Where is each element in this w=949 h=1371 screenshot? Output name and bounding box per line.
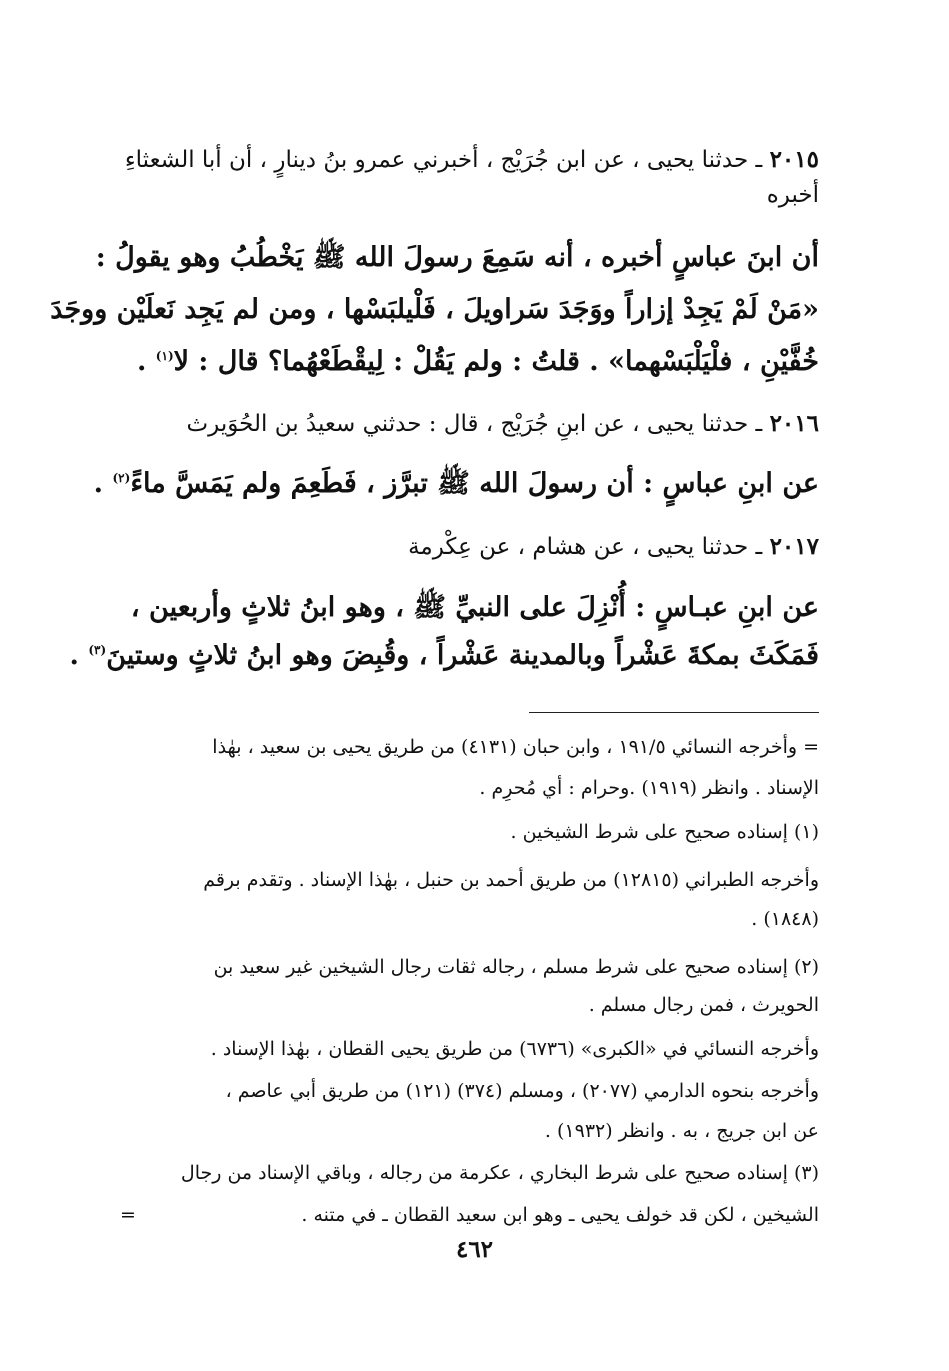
hadith-number: ٢٠١٧ bbox=[769, 533, 819, 560]
hadith-2015-matn-line-2: «مَنْ لَمْ يَجِدْ إزاراً ووَجَدَ سَراويلَ ، فَلْيلبَسْها ، ومن لم يَجِد نَعلَيْن ووجَدَ bbox=[50, 294, 819, 325]
hadith-2015-matn-line-1: أن ابنَ عباسٍ أخبره ، أنه سَمِعَ رسولَ الله ﷺ يَخْطُبُ وهو يقولُ : bbox=[95, 242, 819, 273]
hadith-number: ٢٠١٥ bbox=[769, 146, 819, 173]
hadith-2015-isnad-line-2: أخبره bbox=[766, 182, 819, 208]
footnote-line: وأخرجه الطبراني (١٢٨١٥) من طريق أحمد بن حنبل ، بهٰذا الإسناد . وتقدم برقم bbox=[203, 869, 819, 891]
footnote-line: (١) إسناده صحيح على شرط الشيخين . bbox=[510, 821, 819, 843]
hadith-2017-matn-line-2: فَمَكَثَ بمكةَ عَشْراً وبالمدينة عَشْراً ، وقُبِضَ وهو ابنُ ثلاثٍ وستينَ$^{(٣)}$ . bbox=[69, 640, 819, 671]
footnote-line: (٢) إسناده صحيح على شرط مسلم ، رجاله ثقات رجال الشيخين غير سعيد بن bbox=[213, 956, 819, 978]
isnad-text: ـ حدثنا يحيى ، عن ابن جُرَيْج ، أخبرني عمرو بنُ دينارٍ ، أن أبا الشعثاءِ bbox=[124, 147, 763, 173]
hadith-2015-matn-line-3: خُفَّيْنِ ، فلْيَلْبَسْهما» . قلتُ : ولم يَقُلْ : لِيقْطَعْهُما؟ قال : لا$^{(١)}$ . bbox=[136, 346, 819, 377]
footnote-line: وأخرجه النسائي في «الكبرى» (٦٧٣٦) من طريق يحيى القطان ، بهٰذا الإسناد . bbox=[210, 1038, 819, 1060]
footnote-ref: (٣) bbox=[88, 643, 107, 657]
hadith-number: ٢٠١٦ bbox=[769, 410, 819, 437]
page-number: ٤٦٢ bbox=[455, 1236, 494, 1263]
footnote-line: الإسناد . وانظر (١٩١٩) .وحرام : أي مُحرِم . bbox=[479, 777, 819, 799]
footnote-line: عن ابن جريج ، به . وانظر (١٩٣٢) . bbox=[544, 1120, 819, 1142]
isnad-text: ـ حدثنا يحيى ، عن هشام ، عن عِكْرمة bbox=[408, 534, 763, 560]
footnote-separator bbox=[529, 712, 819, 713]
matn-text: عن ابنِ عباسٍ : أن رسولَ الله ﷺ تبرَّز ، فَطَعِمَ ولم يَمَسَّ ماءً bbox=[130, 468, 819, 499]
continuation-mark: = bbox=[120, 1204, 136, 1226]
hadith-2016-isnad-line bbox=[187, 410, 819, 437]
hadith-2017-matn-line-1: عن ابنِ عبـاسٍ : أُنْزِلَ على النبيِّ ﷺ ، وهو ابنُ ثلاثٍ وأربعين ، bbox=[130, 592, 819, 623]
matn-text: خُفَّيْنِ ، فلْيَلْبَسْهما» . قلتُ : ولم يَقُلْ : لِيقْطَعْهُما؟ قال : لا bbox=[173, 346, 819, 377]
footnote-line: وأخرجه بنحوه الدارمي (٢٠٧٧) ، ومسلم (٣٧٤) (١٢١) من طريق أبي عاصم ، bbox=[225, 1080, 819, 1102]
footnote-line: = وأخرجه النسائي ١٩١/٥ ، وابن حبان (٤١٣١) من طريق يحيى بن سعيد ، بهٰذا bbox=[212, 736, 819, 758]
footnote-line: (٣) إسناده صحيح على شرط البخاري ، عكرمة من رجاله ، وباقي الإسناد من رجال bbox=[180, 1162, 819, 1184]
footnote-line: الحويرث ، فمن رجال مسلم . bbox=[588, 994, 819, 1016]
hadith-2015-isnad-line-1 bbox=[125, 146, 819, 173]
footnote-line: الشيخين ، لكن قد خولف يحيى ـ وهو ابن سعيد القطان ـ في متنه . bbox=[301, 1204, 819, 1226]
matn-text: فَمَكَثَ بمكةَ عَشْراً وبالمدينة عَشْراً ، وقُبِضَ وهو ابنُ ثلاثٍ وستينَ bbox=[106, 640, 819, 671]
footnote-line: (١٨٤٨) . bbox=[751, 908, 819, 930]
isnad-text: ـ حدثنا يحيى ، عن ابنِ جُرَيْج ، قال : حدثني سعيدُ بن الحُوَيرث bbox=[186, 411, 763, 437]
footnote-ref: (٢) bbox=[112, 471, 131, 485]
hadith-2017-isnad-line bbox=[408, 533, 819, 560]
hadith-2016-matn-line: عن ابنِ عباسٍ : أن رسولَ الله ﷺ تبرَّز ، فَطَعِمَ ولم يَمَسَّ ماءً$^{(٢)}$ . bbox=[93, 468, 819, 499]
footnote-ref: (١) bbox=[155, 349, 174, 363]
